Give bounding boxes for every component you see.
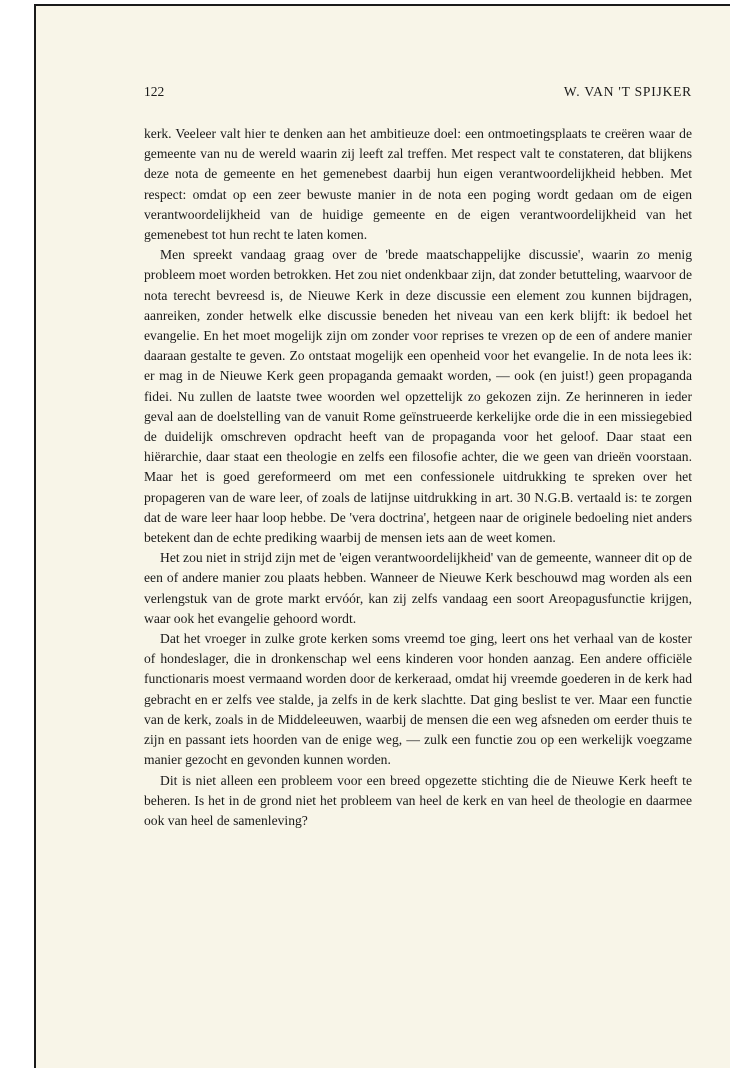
paragraph: kerk. Veeleer valt hier te denken aan het ambitieuze doel: een ontmoetingsplaats te creëren waar de gemeente van nu de wereld waarin zij leeft zal treffen. Met respect valt te constateren, dat blijkens deze nota de gemeente en het gemenebest daarbij hun eigen verantwoordelijkheid hebben. Met respect: omdat op een zeer bewuste manier in de nota een poging wordt gedaan om de eigen verantwoordelijkheid van de huidige gemeente en de eigen verantwoordelijkheid van het gemenebest tot hun recht te laten komen. bbox=[144, 126, 692, 243]
scanned-page bbox=[34, 4, 730, 1068]
page-number: 122 bbox=[144, 84, 165, 99]
paragraph: Het zou niet in strijd zijn met de 'eigen verantwoordelijkheid' van de gemeente, wanneer dit op de een of andere manier zou plaats hebben. Wanneer de Nieuwe Kerk beschouwd mag worden als een verlengstuk van de grote markt ervóór, kan zij zelfs vandaag een soort Areopagusfunctie krijgen, waar ook het evangelie gehoord wordt. bbox=[144, 550, 692, 626]
paragraph: Men spreekt vandaag graag over de 'brede maatschappelijke discussie', waarin zo menig probleem moet worden betrokken. Het zou niet ondenkbaar zijn, dat zonder betutteling, waarvoor de nota terecht bevreesd is, de Nieuwe Kerk in deze discussie een element zou kunnen bijdragen, aanreiken, zonder hetwelk elke discussie beneden het niveau van een kerk blijft: ik bedoel het evangelie. En het moet mogelijk zijn om zonder voor reprises te vrezen op de een of andere manier daaraan gestalte te geven. Zo ontstaat mogelijk een openheid voor het evangelie. In de nota lees ik: er mag in de Nieuwe Kerk geen propaganda gemaakt worden, — ook (en juist!) geen propaganda fidei. Nu zullen de laatste twee woorden wel opzettelijk zo gekozen zijn. Ze herinneren in ieder geval aan de doelstelling van de vanuit Rome geïnstrueerde kerkelijke orde die in een missiegebied de duidelijk omschreven opdracht heeft van de propaganda voor het geloof. Daar staat een hiërarchie, daar staat een theologie en zelfs een filosofie achter, die we geen van drieën voorstaan. Maar het is goed gereformeerd om met een confessionele uitdrukking te spreken over het propageren van de ware leer, of zoals de latijnse uitdrukking in art. 30 N.G.B. vertaald is: te zorgen dat de ware leer haar loop hebbe. De 'vera doctrina', hetgeen naar de originele bedoeling niet anders betekent dan de echte prediking waarbij de mensen iets aan de weet komen. bbox=[144, 247, 692, 546]
paragraph: Dat het vroeger in zulke grote kerken soms vreemd toe ging, leert ons het verhaal van de koster of hondeslager, die in dronkenschap wel eens kinderen voor honden aanzag. Een andere officiële functionaris moest vermaand worden door de kerkeraad, omdat hij vreemde goederen in de kerk had gebracht en er zelfs vee stalde, ja zelfs in de kerk slachtte. Dat ging beslist te ver. Maar een functie van de kerk, zoals in de Middeleeuwen, waarbij de mensen die een weg afsneden om eerder thuis te zijn en passant iets hoorden van de enige weg, — zulk een functie zou op een werkelijk voegzame manier gezocht en gevonden kunnen worden. bbox=[144, 631, 692, 768]
running-head-author: W. VAN 'T SPIJKER bbox=[563, 84, 692, 99]
paragraph: Dit is niet alleen een probleem voor een breed opgezette stichting die de Nieuwe Kerk heeft te beheren. Is het in de grond niet het probleem van heel de kerk en van heel de theologie en daarmee ook van heel de samenleving? bbox=[144, 772, 692, 828]
page-header bbox=[144, 84, 692, 104]
body-text bbox=[144, 124, 692, 831]
